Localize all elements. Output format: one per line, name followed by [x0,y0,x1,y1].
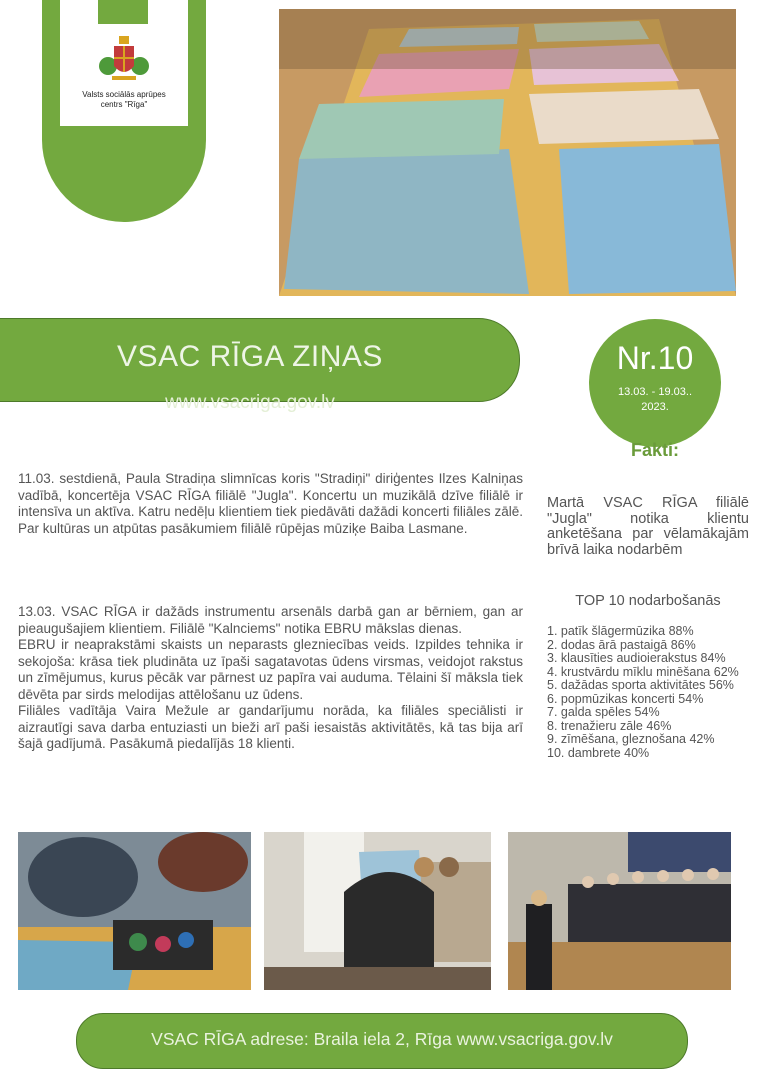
photo-ebru-workshop [18,832,251,990]
issue-date-range [589,385,721,415]
list-item: 5. dažādas sporta aktivitātes 56% [547,678,734,692]
list-item: 10. dambrete 40% [547,745,650,760]
article-ebru-paragraph-1: 13.03. VSAC RĪGA ir dažāds instrumentu arsenāls darbā gan ar bērniem, gan ar pieaugušajiem klientiem. Filiālē "Kalnciems" notika EBRU mākslas dienas. [18,604,523,636]
footer-address: VSAC RĪGA adrese: Braila iela 2, Rīga www.vsacriga.gov.lv [151,1029,613,1049]
issue-badge [589,319,721,447]
top10-list [547,625,757,760]
list-item: 1. patīk šlāgermūzika 88% [547,624,694,638]
organization-name [60,90,188,110]
hero-photo-ebru-paintings [279,9,736,296]
list-item: 9. zīmēšana, gleznošana 42% [547,732,715,746]
facts-heading: Fakti: [630,440,679,460]
photo-choir-concert-illustration [508,832,731,990]
article-ebru-paragraph-3: Filiāles vadītāja Vaira Mežule ar gandarījumu norāda, ka filiāles speciālisti ir aizrautīgi sava darba entuziasti un bieži arī paši iesaistās aktivitātēs, kā tas bija arī šajā gadījumā. Pasākumā piedalījās 18 klienti. [18,703,523,751]
facts-survey-text: Martā VSAC RĪGA filiālē "Jugla" notika klientu anketēšana par vēlamākajām brīvā laika nodarbēm [547,495,749,558]
latvia-coat-of-arms-icon [98,34,150,86]
organization-name-line1: Valsts sociālās aprūpes [82,90,166,99]
photo-ebru-artwork [264,832,491,990]
newsletter-title: VSAC RĪGA ZIŅAS [117,340,383,373]
list-item: 6. popmūzikas koncerti 54% [547,691,704,706]
organization-name-line2: centrs "Rīga" [100,100,148,109]
list-item: 8. trenažieru zāle 46% [547,718,672,733]
website-link[interactable]: www.vsacriga.gov.lv [165,392,335,413]
list-item: 3. klausīties audioierakstus 84% [547,651,726,665]
list-item: 4. krustvārdu mīklu minēšana 62% [547,664,739,679]
list-item: 7. galda spēles 54% [547,705,660,719]
hero-photo-illustration [279,9,736,296]
article-koris-stradini: 11.03. sestdienā, Paula Stradiņa slimnīcas koris "Stradiņi" diriģentes Ilzes Kalniņas vadībā, koncertēja VSAC RĪGA filiālē "Jugla". Koncertu un muzikālā dzīve filiālē ir intensīva un aktīva. Katru nedēļu klientiem tiek piedāvāti dažādi koncerti filiāles zālē. Par kultūras un atpūtas pasākumiem filiālē rūpējas mūziķe Baiba Lasmane. [18,471,523,536]
list-item: 2. dodas ārā pastaigā 86% [547,637,696,652]
issue-date-line1: 13.03. - 19.03.. [618,386,692,398]
photo-ebru-workshop-illustration [18,832,251,990]
article-ebru [18,604,523,753]
photo-ebru-artwork-illustration [264,832,491,990]
issue-number: Nr.10 [616,340,694,376]
photo-choir-concert [508,832,731,990]
issue-date-line2: 2023. [641,401,669,413]
logo-notch [98,0,148,24]
article-ebru-paragraph-2: EBRU ir neaprakstāmi skaists un neparasts glezniecības veids. Izpildes tehnika ir sekojoša: krāsa tiek pludināta uz īpaši sagatavotas ūdens virsmas, veidojot rakstus un zīmējumus, kurus pēcāk var pārnest uz papīra vai auduma. Tēlaini šī māksla tiek dēvēta par sirds melodijas attēlošanu uz ūdens. [18,637,523,702]
top10-title: TOP 10 nodarbošanās [575,593,721,609]
